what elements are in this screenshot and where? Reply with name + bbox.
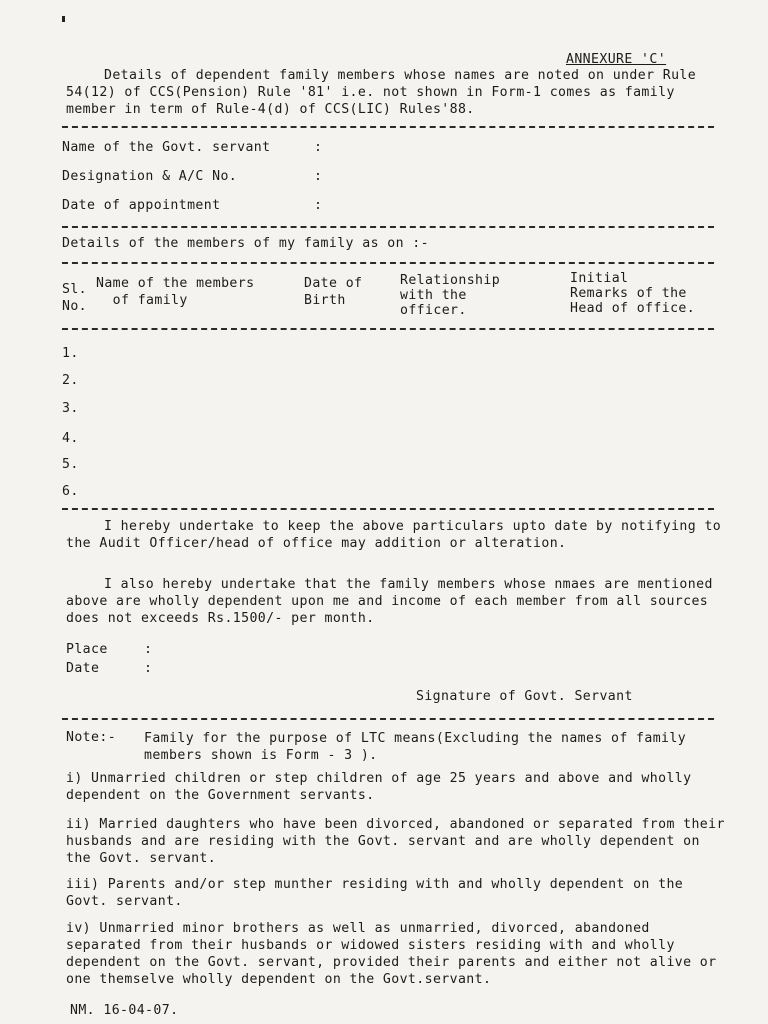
designation-colon: : <box>314 169 323 184</box>
name-colon: : <box>314 140 323 155</box>
separator-line <box>62 126 714 128</box>
signature-label: Signature of Govt. Servant <box>416 689 633 704</box>
undertaking-paragraph: I hereby undertake to keep the above particulars upto date by notifying to the Audit Officer/head of office may addition or alteration. <box>66 519 722 551</box>
table-row: 4. <box>62 431 79 446</box>
table-row: 5. <box>62 457 79 472</box>
note-item-i: i) Unmarried children or step children of age 25 years and above and wholly dependent on the Government servants. <box>66 771 692 803</box>
table-row: 3. <box>62 401 79 416</box>
table-row: 1. <box>62 346 79 361</box>
note-text: Family for the purpose of LTC means(Excluding the names of family members shown is Form - 3 ). <box>144 731 687 763</box>
scan-mark <box>62 16 65 22</box>
note-item-ii: ii) Married daughters who have been divorced, abandoned or separated from their husbands and are residing with the Govt. servant and are wholly dependent on the Govt. servant. <box>66 817 725 866</box>
separator-line <box>62 718 714 720</box>
col-header-name: Name of the members of family <box>96 276 255 308</box>
place-label: Place <box>66 642 108 657</box>
members-heading: Details of the members of my family as on :- <box>62 236 429 251</box>
note-item-iv: iv) Unmarried minor brothers as well as unmarried, divorced, abandoned separated from their husbands or widowed sisters residing with and wholly dependent on the Govt. servant, provided their parents and either not alive or one themselve wholly dependent on the Govt.servant. <box>66 921 717 987</box>
place-colon: : <box>144 642 153 657</box>
table-row: 2. <box>62 373 79 388</box>
appointment-label: Date of appointment <box>62 198 221 213</box>
col-header-remarks: Initial Remarks of the Head of office. <box>570 271 696 316</box>
table-row: 6. <box>62 484 79 499</box>
dependency-undertaking-paragraph: I also hereby undertake that the family members whose nmaes are mentioned above are wholly dependent upon me and income of each member from all sources does not exceeds Rs.1500/- per month. <box>66 577 713 626</box>
col-header-dob: Date of Birth <box>304 276 363 308</box>
date-label: Date <box>66 661 100 676</box>
note-item-iii: iii) Parents and/or step munther residing with and wholly dependent on the Govt. servant. <box>66 877 684 909</box>
designation-label: Designation & A/C No. <box>62 169 238 184</box>
intro-paragraph: Details of dependent family members whose names are noted on under Rule 54(12) of CCS(Pension) Rule '81' i.e. not shown in Form-1 comes as family member in term of Rule-4(d) of CCS(LIC) Rules'88. <box>66 68 697 117</box>
col-header-sl: Sl. No. <box>62 282 88 314</box>
col-header-relationship: Relationship with the officer. <box>400 273 501 318</box>
appointment-colon: : <box>314 198 323 213</box>
separator-line <box>62 508 714 510</box>
note-label: Note:- <box>66 730 117 745</box>
date-colon: : <box>144 661 153 676</box>
name-label: Name of the Govt. servant <box>62 140 271 155</box>
separator-line <box>62 262 714 264</box>
annexure-title: ANNEXURE 'C' <box>566 52 667 67</box>
separator-line <box>62 226 714 228</box>
footer-code: NM. 16-04-07. <box>70 1003 179 1018</box>
separator-line <box>62 328 714 330</box>
